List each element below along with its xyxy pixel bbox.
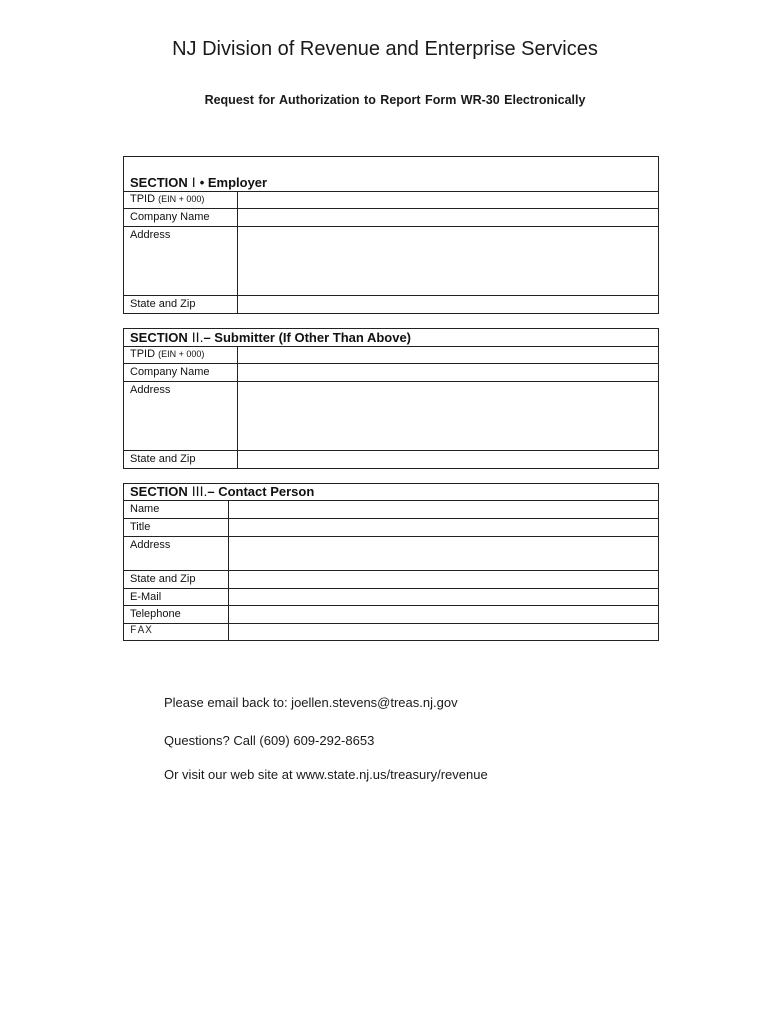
employer-statezip-label: State and Zip <box>124 296 238 313</box>
section-label: SECTION <box>130 330 188 345</box>
contact-telephone-label: Telephone <box>124 606 229 623</box>
employer-statezip-row <box>124 296 658 313</box>
employer-company-field[interactable] <box>238 209 658 226</box>
contact-title-label: Title <box>124 519 229 536</box>
page-title: NJ Division of Revenue and Enterprise Services <box>172 38 598 60</box>
contact-address-row <box>124 537 658 571</box>
submitter-company-label: Company Name <box>124 364 238 381</box>
section-submitter <box>123 328 659 469</box>
section-label: SECTION <box>130 175 188 190</box>
section-contact <box>123 483 659 641</box>
employer-tpid-label: TPID (EIN + 000) <box>124 192 238 208</box>
section-submitter-header <box>124 329 658 347</box>
employer-tpid-row <box>124 192 658 209</box>
section-title: – Contact Person <box>207 484 315 499</box>
contact-address-field[interactable] <box>229 537 658 570</box>
contact-name-row <box>124 501 658 519</box>
employer-address-row <box>124 227 658 296</box>
email-instruction: Please email back to: joellen.stevens@treas.nj.gov <box>164 695 458 710</box>
contact-fax-field[interactable] <box>229 624 658 640</box>
section-employer-header <box>124 157 658 192</box>
section-roman: III. <box>191 483 208 499</box>
submitter-statezip-row <box>124 451 658 468</box>
employer-address-field[interactable] <box>238 227 658 295</box>
submitter-tpid-row <box>124 347 658 364</box>
employer-company-label: Company Name <box>124 209 238 226</box>
contact-fax-row <box>124 624 658 640</box>
website-info: Or visit our web site at www.state.nj.us/treasury/revenue <box>164 767 488 782</box>
form-subtitle: Request for Authorization to Report Form WR-30 Electronically <box>204 93 586 107</box>
contact-name-field[interactable] <box>229 501 658 518</box>
section-roman: I <box>191 174 196 190</box>
contact-email-row <box>124 589 658 606</box>
contact-title-row <box>124 519 658 537</box>
contact-statezip-row <box>124 571 658 589</box>
submitter-statezip-label: State and Zip <box>124 451 238 468</box>
submitter-address-row <box>124 382 658 451</box>
section-title: • Employer <box>199 175 268 190</box>
submitter-address-field[interactable] <box>238 382 658 450</box>
contact-telephone-row <box>124 606 658 624</box>
submitter-tpid-field[interactable] <box>238 347 658 363</box>
section-label: SECTION <box>130 484 188 499</box>
section-title: – Submitter (If Other Than Above) <box>203 330 411 345</box>
contact-name-label: Name <box>124 501 229 518</box>
employer-statezip-field[interactable] <box>238 296 658 313</box>
contact-statezip-label: State and Zip <box>124 571 229 588</box>
contact-telephone-field[interactable] <box>229 606 658 623</box>
submitter-statezip-field[interactable] <box>238 451 658 468</box>
employer-tpid-field[interactable] <box>238 192 658 208</box>
submitter-company-field[interactable] <box>238 364 658 381</box>
contact-address-label: Address <box>124 537 229 570</box>
contact-statezip-field[interactable] <box>229 571 658 588</box>
submitter-tpid-label: TPID (EIN + 000) <box>124 347 238 363</box>
section-employer <box>123 156 659 314</box>
submitter-address-label: Address <box>124 382 238 450</box>
section-roman: II. <box>191 329 204 345</box>
questions-phone: Questions? Call (609) 609-292-8653 <box>164 733 375 748</box>
contact-email-label: E-Mail <box>124 589 229 605</box>
contact-email-field[interactable] <box>229 589 658 605</box>
submitter-company-row <box>124 364 658 382</box>
section-contact-header <box>124 484 658 501</box>
employer-company-row <box>124 209 658 227</box>
contact-title-field[interactable] <box>229 519 658 536</box>
employer-address-label: Address <box>124 227 238 295</box>
contact-fax-label: FAX <box>124 624 229 640</box>
